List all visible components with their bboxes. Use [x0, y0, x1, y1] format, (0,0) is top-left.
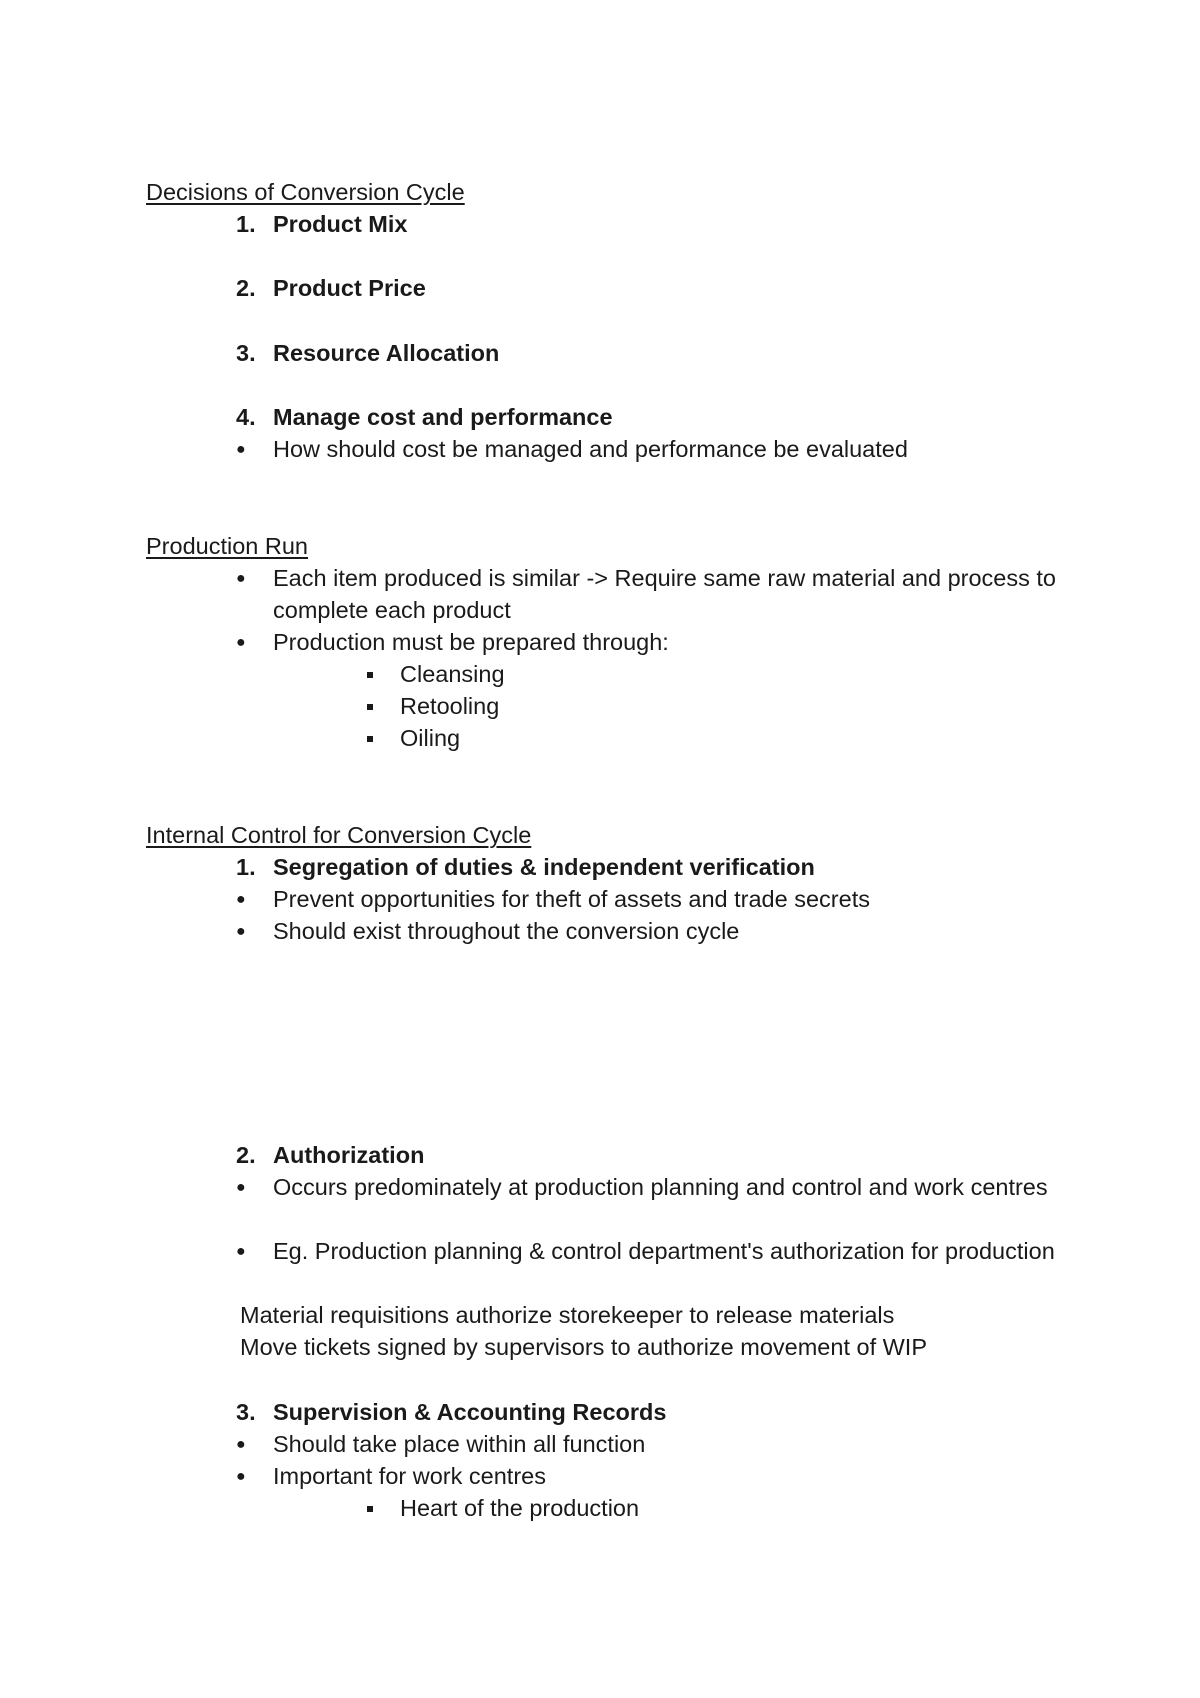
- list-item-resource-allocation: Resource Allocation: [273, 340, 500, 366]
- sub-item-text: Heart of the production: [400, 1495, 640, 1521]
- list-item-manage-cost: Manage cost and performance: [273, 404, 613, 430]
- bullet-icon: ●: [236, 1468, 246, 1485]
- bullet-icon: ●: [236, 891, 246, 908]
- bullet-icon: ●: [236, 1179, 246, 1196]
- bullet-icon: ●: [236, 923, 246, 940]
- bullet-icon: ●: [236, 1243, 246, 1260]
- bullet-icon: ●: [236, 570, 246, 587]
- sub-item-text: Oiling: [400, 725, 461, 751]
- bullet-text: Each item produced is similar -> Require same raw material and process to complete each product: [273, 565, 1057, 623]
- section-heading-internal-control: Internal Control for Conversion Cycle: [146, 822, 532, 848]
- list-number: 4.: [236, 404, 256, 430]
- list-number: 3.: [236, 340, 256, 366]
- square-bullet-icon: [367, 1506, 373, 1512]
- section-heading-production-run: Production Run: [146, 533, 308, 559]
- bullet-icon: ●: [236, 441, 246, 458]
- bullet-text: Should take place within all function: [273, 1431, 646, 1457]
- list-item-supervision: Supervision & Accounting Records: [273, 1399, 667, 1425]
- list-number: 1.: [236, 854, 256, 880]
- bullet-icon: ●: [236, 1436, 246, 1453]
- plain-line: Material requisitions authorize storekeeper to release materials: [240, 1302, 895, 1328]
- sub-item-text: Retooling: [400, 693, 500, 719]
- list-item-segregation: Segregation of duties & independent verification: [273, 854, 815, 880]
- list-item-product-mix: Product Mix: [273, 211, 408, 237]
- bullet-text: Should exist throughout the conversion cycle: [273, 918, 740, 944]
- plain-line: Move tickets signed by supervisors to authorize movement of WIP: [240, 1334, 928, 1360]
- list-item-authorization: Authorization: [273, 1142, 425, 1168]
- list-number: 1.: [236, 211, 256, 237]
- sub-item-text: Cleansing: [400, 661, 505, 687]
- list-number: 2.: [236, 1142, 256, 1168]
- bullet-text: Occurs predominately at production planning and control and work centres: [273, 1174, 1048, 1200]
- square-bullet-icon: [367, 672, 373, 678]
- list-number: 2.: [236, 275, 256, 301]
- bullet-text: Production must be prepared through:: [273, 629, 669, 655]
- bullet-text: Prevent opportunities for theft of assets and trade secrets: [273, 886, 870, 912]
- list-item-product-price: Product Price: [273, 275, 426, 301]
- bullet-icon: ●: [236, 634, 246, 651]
- list-number: 3.: [236, 1399, 256, 1425]
- bullet-text: Eg. Production planning & control department's authorization for production: [273, 1238, 1055, 1264]
- section-heading-decisions: Decisions of Conversion Cycle: [146, 179, 465, 205]
- square-bullet-icon: [367, 704, 373, 710]
- square-bullet-icon: [367, 736, 373, 742]
- bullet-text: How should cost be managed and performance be evaluated: [273, 436, 908, 462]
- bullet-text: Important for work centres: [273, 1463, 546, 1489]
